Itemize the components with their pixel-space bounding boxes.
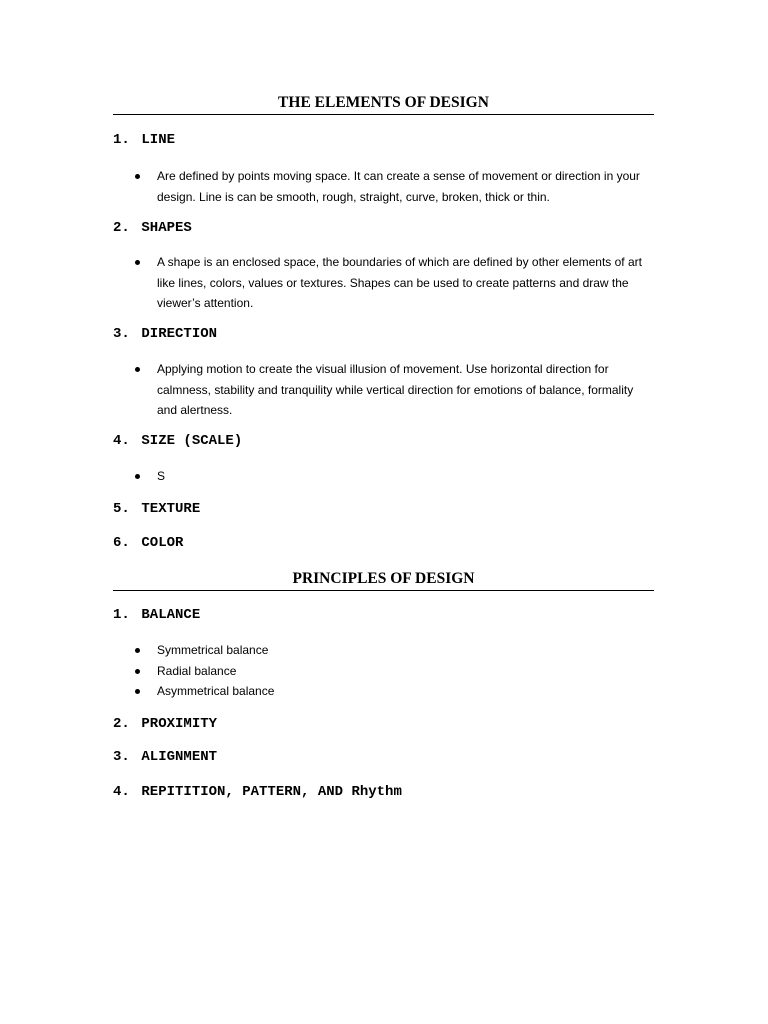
heading-alignment: [113, 749, 217, 765]
heading-texture: [113, 501, 200, 517]
heading-number: 2.: [113, 220, 130, 236]
bullet-icon: [135, 260, 140, 265]
heading-balance: [113, 607, 200, 623]
heading-number: 3.: [113, 749, 130, 765]
section-title-elements: THE ELEMENTS OF DESIGN: [278, 94, 489, 111]
heading-label: PROXIMITY: [141, 716, 218, 732]
bullet-icon: [135, 669, 140, 674]
heading-repitition: [113, 784, 402, 800]
heading-number: 5.: [113, 501, 130, 517]
heading-label: ALIGNMENT: [141, 749, 218, 765]
heading-number: 3.: [113, 326, 130, 342]
bullet-list-size: [135, 466, 655, 487]
list-item: [135, 640, 655, 661]
list-item: [135, 661, 655, 682]
heading-direction: [113, 326, 217, 342]
heading-label: TEXTURE: [141, 501, 201, 517]
list-item: [135, 359, 655, 421]
heading-line: [113, 132, 175, 148]
list-item-text: Asymmetrical balance: [157, 684, 275, 698]
bullet-icon: [135, 174, 140, 179]
bullet-icon: [135, 474, 140, 479]
list-item-text: Radial balance: [157, 663, 237, 678]
list-item: [135, 252, 655, 314]
section-title-principles: PRINCIPLES OF DESIGN: [292, 570, 475, 587]
bullet-icon: [135, 648, 140, 653]
heading-label: BALANCE: [141, 607, 201, 623]
list-item-text: A shape is an enclosed space, the boundaries of which are defined by other elements of art like lines, colors, values or textures. Shapes can be used to create patterns and draw the viewer’s attention.: [157, 255, 642, 310]
bullet-icon: [135, 689, 140, 694]
heading-number: 4.: [113, 784, 130, 800]
heading-number: 6.: [113, 535, 130, 551]
bullet-list-balance: [135, 640, 655, 702]
heading-label: DIRECTION: [141, 326, 218, 342]
bullet-icon: [135, 367, 140, 372]
list-item-text: S: [157, 469, 166, 483]
heading-number: 1.: [113, 132, 130, 148]
heading-label: SHAPES: [141, 220, 192, 236]
heading-size: [113, 433, 242, 449]
heading-number: 4.: [113, 433, 130, 449]
heading-color: [113, 535, 183, 551]
list-item-text: Applying motion to create the visual illusion of movement. Use horizontal direction for calmness, stability and tranquility while vertical direction for emotions of balance, formality and alertness.: [157, 362, 634, 417]
bullet-list-shapes: [135, 252, 655, 314]
bullet-list-line: [135, 166, 655, 207]
heading-number: 2.: [113, 716, 130, 732]
heading-proximity: [113, 716, 217, 732]
list-item-text: Symmetrical balance: [157, 643, 269, 657]
list-item-text: Are defined by points moving space. It can create a sense of movement or direction in your design. Line is can be smooth, rough, straight, curve, broken, thick or thin.: [157, 169, 640, 204]
heading-label: REPITITION, PATTERN, AND Rhythm: [141, 784, 402, 800]
heading-number: 1.: [113, 607, 130, 623]
heading-label: SIZE (SCALE): [141, 433, 243, 449]
heading-label: COLOR: [141, 535, 184, 551]
section-rule-principles: [113, 590, 654, 591]
list-item: [135, 681, 655, 702]
list-item: [135, 166, 655, 207]
list-item: [135, 466, 655, 487]
heading-shapes: [113, 220, 192, 236]
bullet-list-direction: [135, 359, 655, 421]
section-rule-elements: [113, 114, 654, 115]
heading-label: LINE: [141, 132, 176, 148]
